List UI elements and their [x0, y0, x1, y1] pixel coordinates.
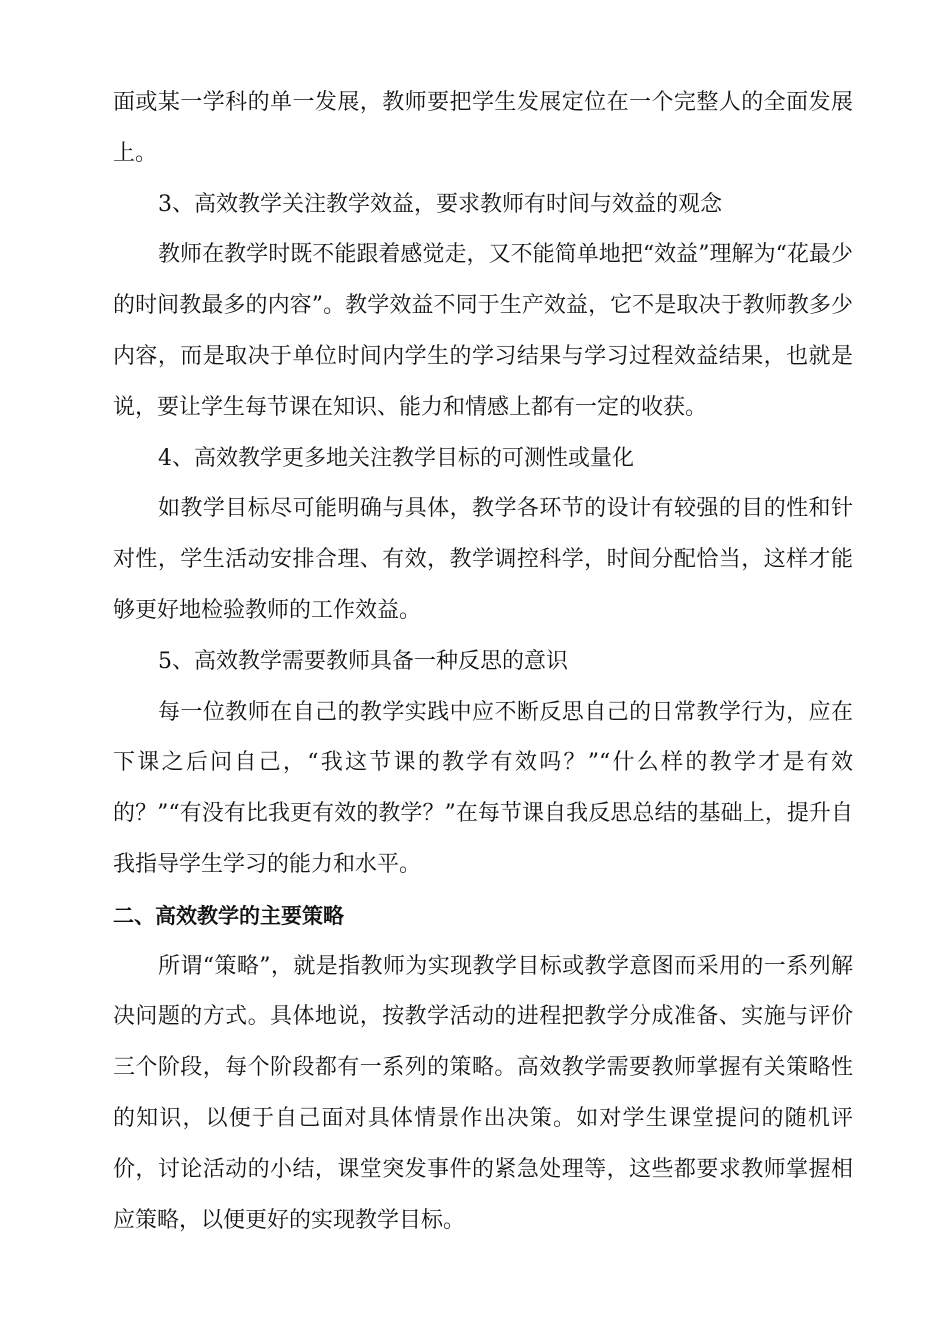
section-body: 所谓“策略”，就是指教师为实现教学目标或教学意图而采用的一系列解决问题的方式。具体地说，按教学活动的进程把教学分成准备、实施与评价三个阶段，每个阶段都有一系列的策略。高效教学需要教师掌握有关策略性的知识，以便于自己面对具体情景作出决策。如对学生课堂提问的随机评价，讨论活动的小结，课堂突发事件的紧急处理等，这些都要求教师掌握相应策略，以便更好的实现教学目标。 — [113, 953, 853, 1233]
point-3-body: 教师在教学时既不能跟着感觉走，又不能简单地把“效益”理解为“花最少的时间教最多的内容”。教学效益不同于生产效益，它不是取决于教师教多少内容，而是取决于单位时间内学生的学习结果与学习过程效益结果，也就是说，要让学生每节课在知识、能力和情感上都有一定的收获。 — [113, 242, 853, 420]
paragraph-continuation: 面或某一学科的单一发展，教师要把学生发展定位在一个完整人的全面发展上。 — [113, 90, 853, 166]
point-5-title: 5、高效教学需要教师具备一种反思的意识 — [158, 648, 568, 674]
document-page — [113, 78, 853, 1246]
point-4-title: 4、高效教学更多地关注教学目标的可测性或量化 — [158, 445, 634, 471]
section-heading: 二、高效教学的主要策略 — [113, 903, 344, 928]
point-4-body: 如教学目标尽可能明确与具体，教学各环节的设计有较强的目的性和针对性，学生活动安排合理、有效，教学调控科学，时间分配恰当，这样才能够更好地检验教师的工作效益。 — [113, 496, 853, 623]
point-5-body: 每一位教师在自己的教学实践中应不断反思自己的日常教学行为，应在下课之后问自己，“我这节课的教学有效吗？”“什么样的教学才是有效的？”“有没有比我更有效的教学？”在每节课自我反思总结的基础上，提升自我指导学生学习的能力和水平。 — [113, 699, 853, 877]
point-3-title: 3、高效教学关注教学效益，要求教师有时间与效益的观念 — [158, 191, 722, 217]
